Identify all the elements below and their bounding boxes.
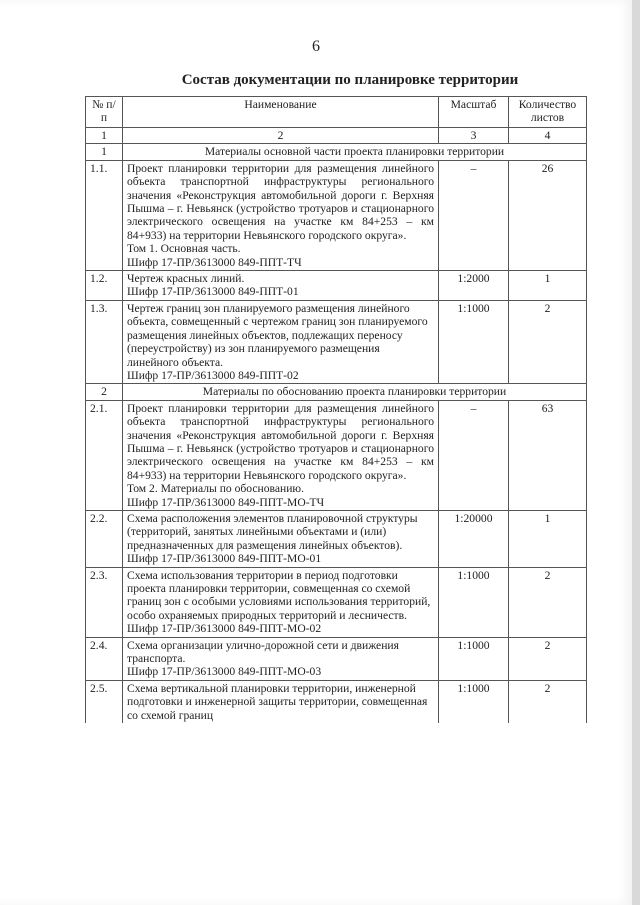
- row-code: Шифр 17-ПР/3613000 849-ППТ-01: [127, 285, 299, 299]
- section-title: Материалы по обоснованию проекта планировки территории: [123, 384, 587, 400]
- table-row: [86, 160, 587, 270]
- row-name-text: Схема вертикальной планировки территории, инженерной подготовки и инженерной защиты территории, совмещенная со схемой границ: [127, 681, 428, 722]
- row-name-text: Схема расположения элементов планировочной структуры (территорий, занятых линейными объектами и (или) предназначенных для размещения линейных объектов).: [127, 511, 418, 552]
- row-quantity: 2: [509, 637, 587, 680]
- row-name: [123, 400, 439, 510]
- row-scale: –: [439, 160, 509, 270]
- row-name-text: Проект планировки территории для размещения линейного объекта транспортной инфраструктуры регионального значения «Реконструкция автомобильной дороги г. Верхняя Пышма – г. Невьянск (устройство тротуаров и стационарного электрического освещения на участке км 84+253 – км 84+933) на территории Невьянского городского округа».: [127, 161, 434, 242]
- column-number: 3: [439, 128, 509, 144]
- row-name-text: Проект планировки территории для размещения линейного объекта транспортной инфраструктуры регионального значения «Реконструкция автомобильной дороги г. Верхняя Пышма – г. Невьянск (устройство тротуаров и стационарного электрического освещения на участке км 84+253 – км 84+933) на территории Невьянского городского округа».: [127, 401, 434, 482]
- section-row: [86, 384, 587, 400]
- row-quantity: 2: [509, 300, 587, 383]
- row-name: [123, 160, 439, 270]
- column-number: 1: [86, 128, 123, 144]
- column-number: 4: [509, 128, 587, 144]
- header-name: Наименование: [123, 97, 439, 128]
- row-name: [123, 567, 439, 637]
- row-name: [123, 271, 439, 301]
- row-number: 2.4.: [86, 637, 123, 680]
- page-number: 6: [312, 38, 320, 55]
- header-number: № п/п: [86, 97, 123, 128]
- row-number: 1.3.: [86, 300, 123, 383]
- table-row: [86, 271, 587, 301]
- row-name-text: Схема использования территории в период подготовки проекта планировки территории, совмещенная со схемой границ зон с особыми условиями использования территорий, особо охраняемых природных территорий и лесничеств.: [127, 568, 431, 622]
- row-volume: Том 1. Основная часть.: [127, 242, 241, 256]
- row-number: 2.3.: [86, 567, 123, 637]
- row-name: [123, 510, 439, 567]
- section-title: Материалы основной части проекта планировки территории: [123, 144, 587, 160]
- table-row: [86, 300, 587, 383]
- row-number: 2.5.: [86, 680, 123, 723]
- row-number: 1.1.: [86, 160, 123, 270]
- documentation-table: [85, 96, 587, 723]
- row-quantity: 2: [509, 567, 587, 637]
- table-row: [86, 680, 587, 723]
- column-numbers-row: [86, 128, 587, 144]
- row-name: [123, 300, 439, 383]
- row-number: 2.2.: [86, 510, 123, 567]
- table-row: [86, 637, 587, 680]
- row-quantity: 26: [509, 160, 587, 270]
- row-name-text: Чертеж границ зон планируемого размещения линейного объекта, совмещенный с чертежом границ зон планируемого размещения линейных объектов, подлежащих переносу (переустройству) из зон планируемого размещения линейного объекта.: [127, 301, 428, 369]
- row-scale: –: [439, 400, 509, 510]
- row-code: Шифр 17-ПР/3613000 849-ППТ-МО-03: [127, 665, 322, 679]
- row-code: Шифр 17-ПР/3613000 849-ППТ-МО-ТЧ: [127, 495, 325, 509]
- row-number: 2.1.: [86, 400, 123, 510]
- row-scale: 1:1000: [439, 680, 509, 723]
- row-code: Шифр 17-ПР/3613000 849-ППТ-02: [127, 368, 299, 382]
- section-number: 2: [86, 384, 123, 400]
- row-code: Шифр 17-ПР/3613000 849-ППТ-МО-02: [127, 622, 322, 636]
- column-number: 2: [123, 128, 439, 144]
- row-scale: 1:20000: [439, 510, 509, 567]
- table-row: [86, 567, 587, 637]
- row-quantity: 63: [509, 400, 587, 510]
- row-quantity: 1: [509, 510, 587, 567]
- document-title: Состав документации по планировке территории: [181, 72, 519, 88]
- header-quantity: Количество листов: [509, 97, 587, 128]
- row-name-text: Чертеж красных линий.: [127, 272, 245, 286]
- row-quantity: 1: [509, 271, 587, 301]
- section-number: 1: [86, 144, 123, 160]
- row-code: Шифр 17-ПР/3613000 849-ППТ-ТЧ: [127, 255, 302, 269]
- row-scale: 1:1000: [439, 300, 509, 383]
- section-row: [86, 144, 587, 160]
- row-code: Шифр 17-ПР/3613000 849-ППТ-МО-01: [127, 552, 322, 566]
- row-quantity: 2: [509, 680, 587, 723]
- row-name: [123, 680, 439, 723]
- row-name: [123, 637, 439, 680]
- row-volume: Том 2. Материалы по обоснованию.: [127, 482, 304, 496]
- table-row: [86, 400, 587, 510]
- table-row: [86, 510, 587, 567]
- header-scale: Масштаб: [439, 97, 509, 128]
- row-scale: 1:2000: [439, 271, 509, 301]
- row-scale: 1:1000: [439, 637, 509, 680]
- row-number: 1.2.: [86, 271, 123, 301]
- row-scale: 1:1000: [439, 567, 509, 637]
- table-header-row: [86, 97, 587, 128]
- row-name-text: Схема организации улично-дорожной сети и движения транспорта.: [127, 638, 399, 666]
